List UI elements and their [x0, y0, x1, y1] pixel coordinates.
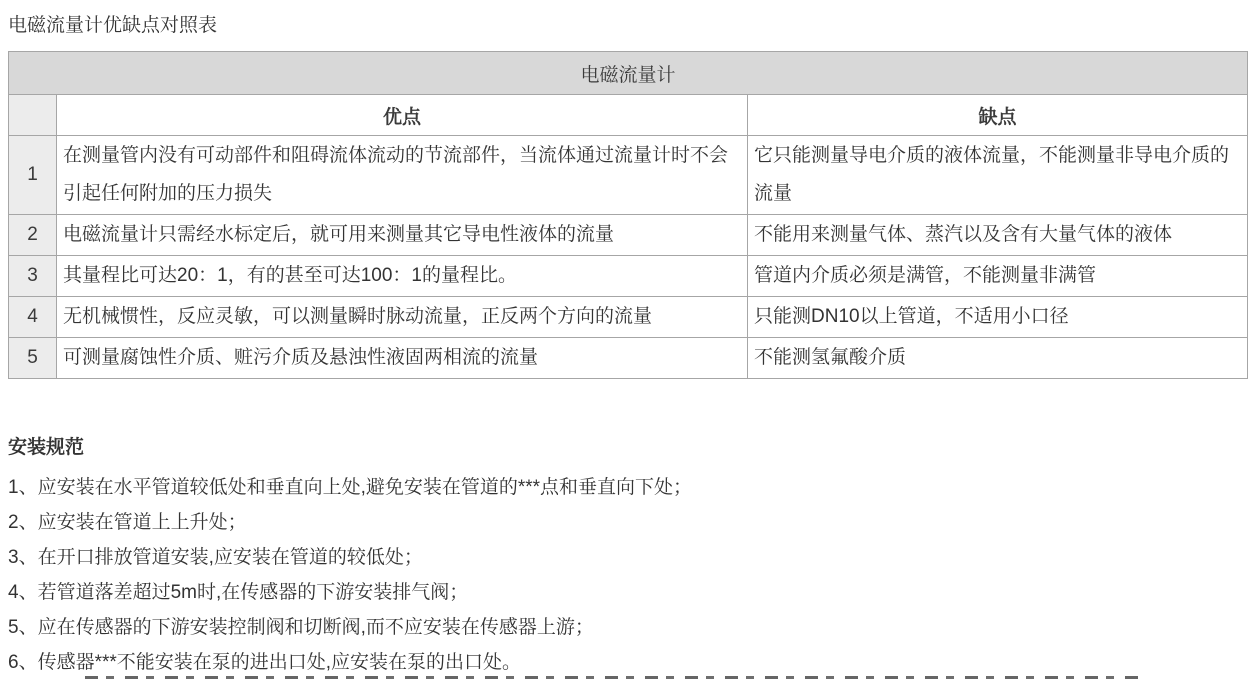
con-cell: 不能测氢氟酸介质 — [748, 338, 1248, 379]
installation-rule: 3、在开口排放管道安装,应安装在管道的较低处； — [8, 547, 423, 568]
pro-cell: 其量程比可达20：1，有的甚至可达100：1的量程比。 — [57, 256, 748, 297]
row-number: 5 — [9, 338, 57, 379]
document-title: 电磁流量计优缺点对照表 — [8, 15, 218, 36]
table-row — [9, 215, 1248, 256]
table-header-row — [9, 95, 1248, 136]
pro-cell: 在测量管内没有可动部件和阻碍流体流动的节流部件，当流体通过流量计时不会引起任何附加的压力损失 — [57, 136, 748, 215]
installation-rule: 4、若管道落差超过5m时,在传感器的下游安装排气阀； — [8, 582, 469, 603]
pros-cons-table — [8, 51, 1248, 379]
column-header-cons: 缺点 — [748, 95, 1248, 136]
corner-cell — [9, 95, 57, 136]
column-header-pros: 优点 — [57, 95, 748, 136]
installation-rule: 6、传感器***不能安装在泵的进出口处,应安装在泵的出口处。 — [8, 652, 522, 673]
installation-heading: 安装规范 — [8, 437, 85, 458]
con-cell: 不能用来测量气体、蒸汽以及含有大量气体的液体 — [748, 215, 1248, 256]
pro-cell: 可测量腐蚀性介质、赃污介质及悬浊性液固两相流的流量 — [57, 338, 748, 379]
row-number: 2 — [9, 215, 57, 256]
installation-rule: 5、应在传感器的下游安装控制阀和切断阀,而不应安装在传感器上游； — [8, 617, 594, 638]
table-row — [9, 338, 1248, 379]
table-row — [9, 256, 1248, 297]
table-row — [9, 297, 1248, 338]
table-caption-row — [9, 52, 1248, 95]
installation-section — [8, 435, 1247, 680]
row-number: 3 — [9, 256, 57, 297]
row-number: 1 — [9, 136, 57, 215]
installation-rule: 1、应安装在水平管道较低处和垂直向上处,避免安装在管道的***点和垂直向下处； — [8, 477, 693, 498]
installation-rule: 2、应安装在管道上上升处； — [8, 512, 247, 533]
con-cell: 只能测DN10以上管道，不适用小口径 — [748, 297, 1248, 338]
pro-cell: 电磁流量计只需经水标定后，就可用来测量其它导电性液体的流量 — [57, 215, 748, 256]
pro-cell: 无机械惯性，反应灵敏，可以测量瞬时脉动流量，正反两个方向的流量 — [57, 297, 748, 338]
table-caption: 电磁流量计 — [9, 52, 1248, 95]
row-number: 4 — [9, 297, 57, 338]
con-cell: 它只能测量导电介质的液体流量，不能测量非导电介质的流量 — [748, 136, 1248, 215]
con-cell: 管道内介质必须是满管，不能测量非满管 — [748, 256, 1248, 297]
table-row — [9, 136, 1248, 215]
